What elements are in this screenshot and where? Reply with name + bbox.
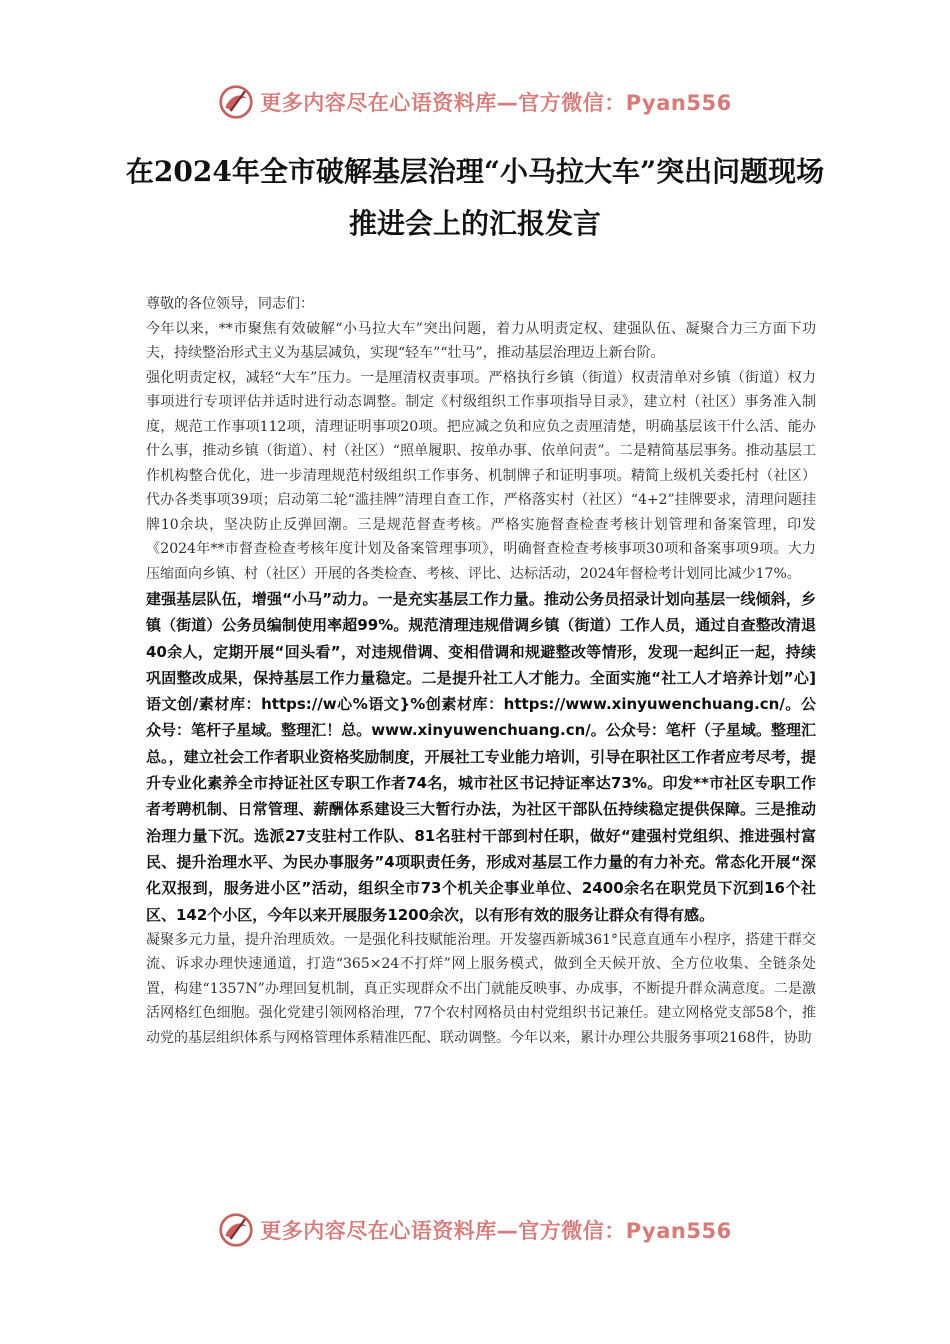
- paragraph-section1: 强化明责定权，减轻“大车”压力。一是厘清权责事项。严格执行乡镇（街道）权责清单对乡镇（街道）权力事项进行专项评估并适时进行动态调整。制定《村级组织工作事项指导目录》，建立村（社区）事务准入制度，规范工作事项112项，清理证明事项20项。把应减之负和应负之责厘清楚，明确基层该干什么活、能办什么事，推动乡镇（街道）、村（社区）“照单履职、按单办事、依单问责”。二是精简基层事务。推动基层工作机构整合优化，进一步清理规范村级组织工作事务、机制牌子和证明事项。精简上级机关委托村（社区）代办各类事项39项；启动第二轮“滥挂牌”清理自查工作，严格落实村（社区）“4+2”挂牌要求，清理问题挂牌10余块，坚决防止反弹回潮。三是规范督查考核。严格实施督查检查考核计划管理和备案管理，印发《2024年**市督查检查考核年度计划及备案管理事项》，明确督查检查考核事项30项和备案事项9项。大力压缩面向乡镇、村（社区）开展的各类检查、考核、评比、达标活动，2024年督检考计划同比减少17%。: [146, 369, 816, 582]
- paragraph-section2: 建强基层队伍，增强“小马”动力。一是充实基层工作力量。推动公务员招录计划向基层一线倾斜，乡镇（街道）公务员编制使用率超99%。规范清理违规借调乡镇（街道）工作人员，通过自查整改清退40余人，定期开展“回头看”，对违规借调、变相借调和规避整改等情形，发现一起纠正一起，持续巩固整改成果，保持基层工作力量稳定。二是提升社工人才能力。全面实施“社工人才培养计划”心]语文创/素材库：https://w心%语文}%创素材库：https://www.xinyuwenchuang.cn/。公众号：笔杆子星域。整理汇！总。www.xinyuwenchuang.cn/。公众号：笔杆（子星域。整理汇总。，建立社会工作者职业资格奖励制度，开展社工专业能力培训，引导在职社区工作者应考尽考，提升专业化素养全市持证社区专职工作者74名，城市社区书记持证率达73%。印发**市社区专职工作者考聘机制、日常管理、薪酬体系建设三大暂行办法，为社区干部队伍持续稳定提供保障。三是推动治理力量下沉。选派27支驻村工作队、81名驻村干部到村任职，做好“建强村党组织、推进强村富民、提升治理水平、为民办事服务”4项职责任务，形成对基层工作力量的有力补充。常态化开展“深化双报到，服务进小区”活动，组织全市73个机关企事业单位、2400余名在职党员下沉到16个社区、142个小区，今年以来开展服务1200余次，以有形有效的服务让群众有得有感。: [146, 590, 816, 924]
- greeting: 尊敬的各位领导，同志们：: [146, 296, 314, 312]
- footer-banner: [0, 1208, 950, 1252]
- paragraph-section3: 凝聚多元力量，提升治理质效。一是强化科技赋能治理。开发鋆西新城361°民意直通车小程序，搭建干群交流、诉求办理快速通道，打造“365×24不打烊”网上服务模式，做到全天候开放、全方位收集、全链条处置，构建“1357N”办理回复机制，真正实现群众不出门就能反映事、办成事，不断提升群众满意度。二是激活网格红色细胞。强化党建引领网格治理，77个农村网格员由村党组织书记兼任。建立网格党支部58个，推动党的基层组织体系与网格管理体系精准匹配、联动调整。今年以来，累计办理公共服务事项2168件，协助: [146, 931, 816, 1046]
- paragraph-intro: 今年以来，**市聚焦有效破解“小马拉大车”突出问题，着力从明责定权、建强队伍、凝聚合力三方面下功夫，持续整治形式主义为基层减负，实现“轻车”“壮马”，推动基层治理迈上新台阶。: [146, 320, 816, 361]
- banner-text: 更多内容尽在心语资料库—官方微信：Pyan556: [260, 1219, 732, 1243]
- banner-text: 更多内容尽在心语资料库—官方微信：Pyan556: [260, 91, 732, 115]
- document-body: [146, 292, 816, 1050]
- header-banner: [0, 80, 950, 124]
- swirl-logo-icon: [218, 1212, 254, 1248]
- swirl-logo-icon: [218, 84, 254, 120]
- document-title: 在2024年全市破解基层治理“小马拉大车”突出问题现场推进会上的汇报发言: [125, 155, 825, 240]
